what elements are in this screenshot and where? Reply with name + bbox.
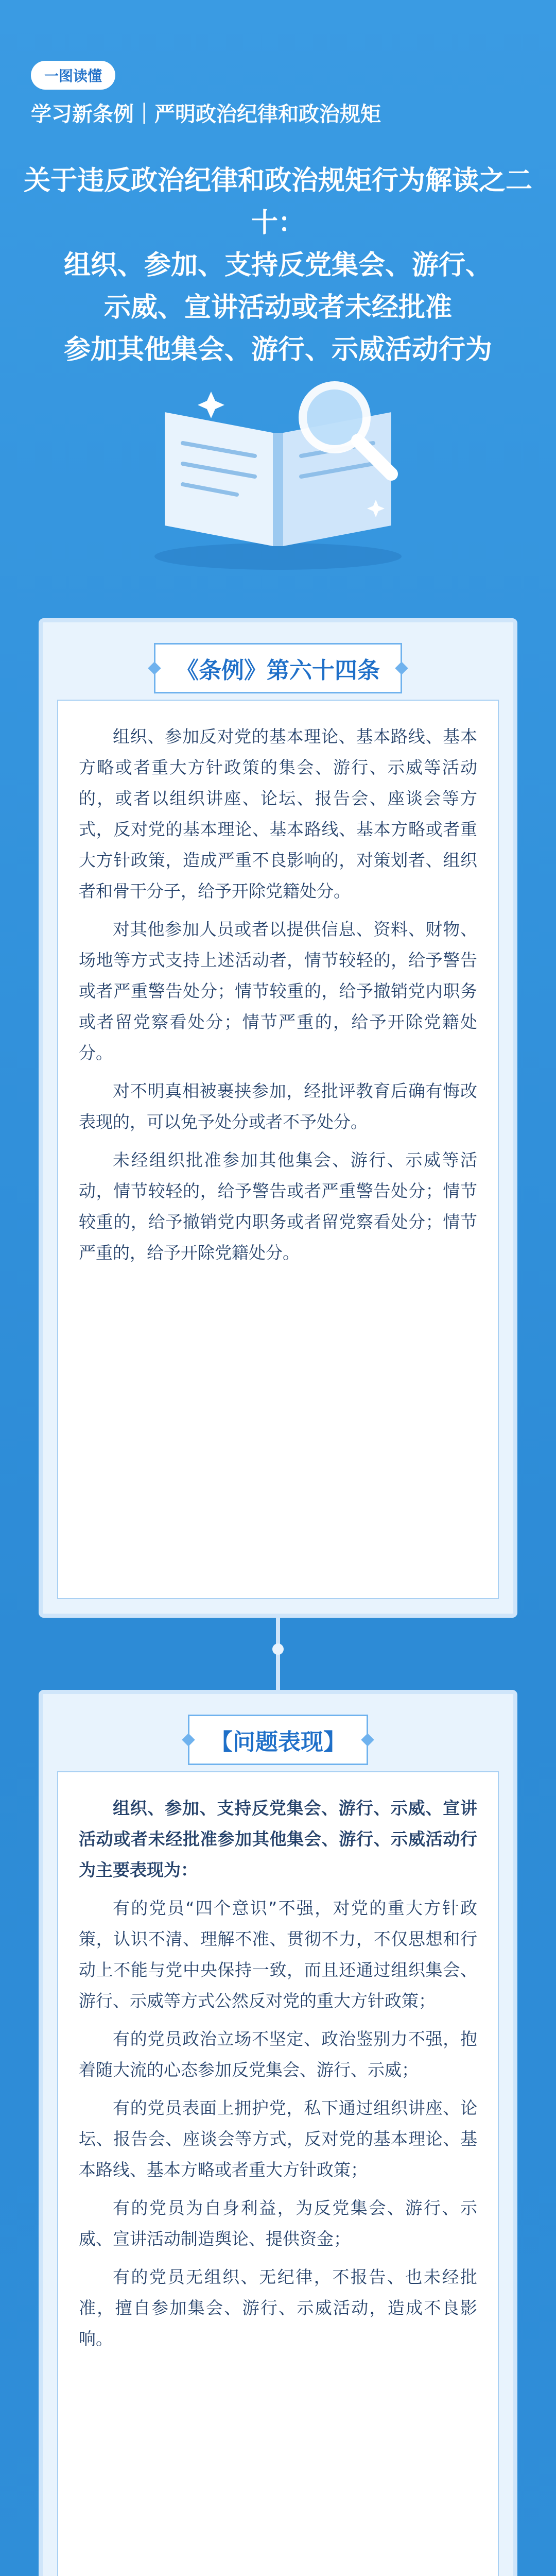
title-line: 关于违反政治纪律和政治规矩行为解读之二十：	[23, 165, 532, 239]
clause-paragraph: 组织、参加反对党的基本理论、基本路线、基本方略或者重大方针政策的集会、游行、示威等活动的，或者以组织讲座、论坛、报告会、座谈会等方式，反对党的基本理论、基本路线、基本方略或者重大方针政策，造成严重不良影响的，对策划者、组织者和骨干分子，给予开除党籍处分。	[79, 726, 477, 901]
problems-paragraph: 有的党员为自身利益，为反党集会、游行、示威、宣讲活动制造舆论、提供资金；	[79, 2198, 477, 2249]
title-line: 示威、宣讲活动或者未经批准	[103, 292, 452, 323]
title-line: 参加其他集会、游行、示威活动行为	[63, 334, 492, 365]
clause-paragraph: 对其他参加人员或者以提供信息、资料、财物、场地等方式支持上述活动者，情节较轻的，给予警告或者严重警告处分；情节较重的，给予撤销党内职务或者留党察看处分；情节严重的，给予开除党籍处分。	[79, 919, 477, 1063]
clause-card	[39, 618, 517, 1618]
problems-heading: 【问题表现】	[188, 1715, 368, 1765]
problems-paragraph: 有的党员“四个意识”不强，对党的重大方针政策，认识不清、理解不准、贯彻不力，不仅思想和行动上不能与党中央保持一致，而且还通过组织集会、游行、示威等方式公然反对党的重大方针政策；	[79, 1898, 477, 2011]
page-title	[21, 160, 535, 371]
clause-paragraph: 未经组织批准参加其他集会、游行、示威等活动，情节较轻的，给予警告或者严重警告处分；情节较重的，给予撤销党内职务或者留党察看处分；情节严重的，给予开除党籍处分。	[79, 1150, 477, 1263]
header-subtitle: 学习新条例｜严明政治纪律和政治规矩	[31, 103, 381, 126]
problems-body	[57, 1771, 499, 2576]
connector-dot	[272, 1643, 284, 1655]
clause-heading: 《条例》第六十四条	[154, 643, 402, 693]
problems-paragraph: 有的党员政治立场不坚定、政治鉴别力不强，抱着随大流的心态参加反党集会、游行、示威；	[79, 2029, 477, 2080]
problems-paragraph: 有的党员无组织、无纪律，不报告、也未经批准，擅自参加集会、游行、示威活动，造成不良影响。	[79, 2267, 477, 2349]
problems-paragraph: 有的党员表面上拥护党，私下通过组织讲座、论坛、报告会、座谈会等方式，反对党的基本理论、基本路线、基本方略或者重大方针政策；	[79, 2098, 477, 2180]
header-badge: 一图读懂	[31, 61, 115, 90]
open-book-magnifier-illustration	[134, 371, 422, 577]
clause-body	[57, 700, 499, 1599]
problems-card	[39, 1690, 517, 2576]
clause-paragraph: 对不明真相被裹挟参加，经批评教育后确有悔改表现的，可以免予处分或者不予处分。	[79, 1081, 477, 1132]
title-line: 组织、参加、支持反党集会、游行、	[63, 250, 492, 281]
header	[0, 0, 556, 608]
problems-paragraph: 组织、参加、支持反党集会、游行、示威、宣讲活动或者未经批准参加其他集会、游行、示威活动行为主要表现为：	[79, 1798, 477, 1880]
